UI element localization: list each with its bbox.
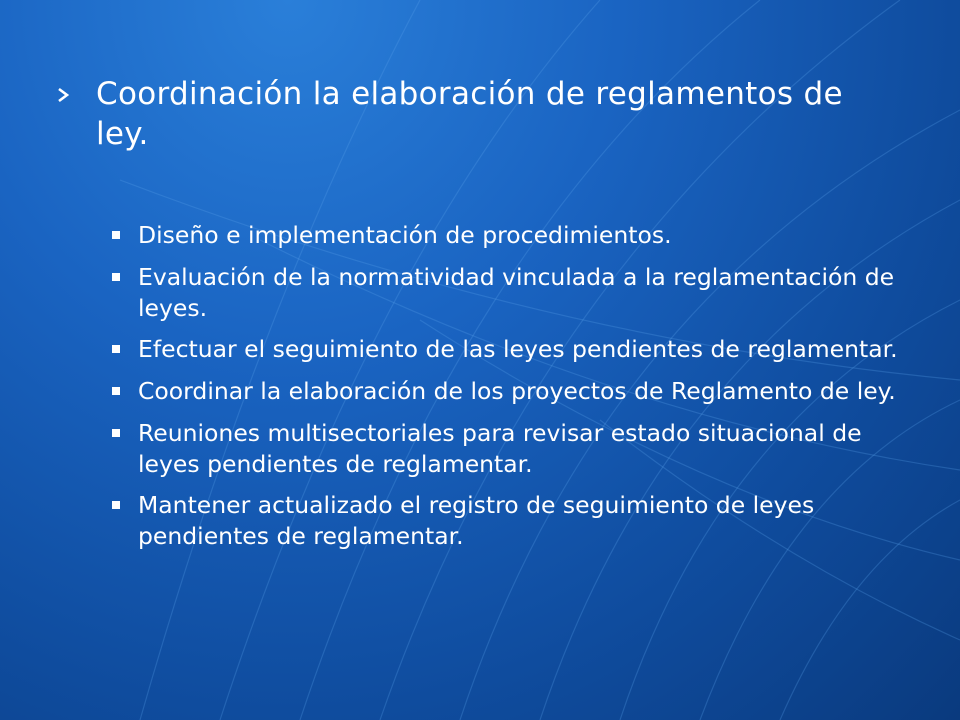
list-item-text: Evaluación de la normatividad vinculada a la reglamentación de leyes. [138, 263, 895, 322]
list-item [104, 418, 924, 480]
list-item-text: Coordinar la elaboración de los proyectos de Reglamento de ley. [138, 377, 896, 405]
list-item [104, 220, 924, 252]
list-item-text: Efectuar el seguimiento de las leyes pendientes de reglamentar. [138, 335, 898, 363]
square-bullet-icon [104, 220, 138, 252]
list-item [104, 334, 924, 366]
square-bullet-icon [104, 490, 138, 522]
heading-text: Coordinación la elaboración de reglamentos de ley. [96, 76, 843, 152]
bullet-list [104, 220, 924, 562]
list-item [104, 490, 924, 552]
list-item-text: Reuniones multisectoriales para revisar estado situacional de leyes pendientes de reglamentar. [138, 419, 862, 478]
square-bullet-icon [104, 376, 138, 408]
list-item [104, 262, 924, 324]
list-item-text: Diseño e implementación de procedimientos. [138, 221, 672, 249]
slide-heading [56, 74, 876, 154]
list-item-text: Mantener actualizado el registro de seguimiento de leyes pendientes de reglamentar. [138, 491, 815, 550]
arrow-bullet-icon [56, 74, 96, 118]
square-bullet-icon [104, 418, 138, 450]
list-item [104, 376, 924, 408]
square-bullet-icon [104, 334, 138, 366]
square-bullet-icon [104, 262, 138, 294]
